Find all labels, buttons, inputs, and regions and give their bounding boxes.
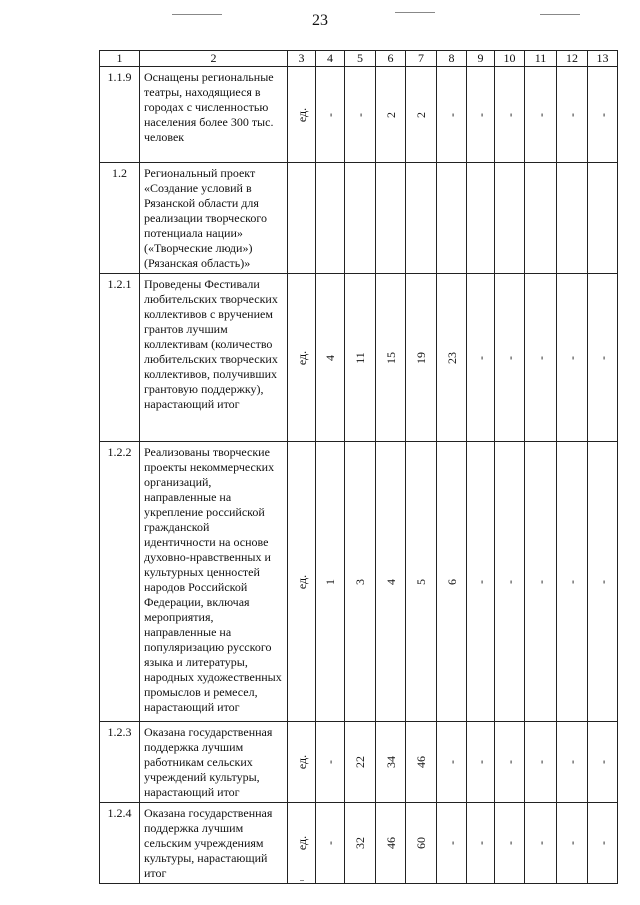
value-text: - <box>502 579 517 584</box>
value-cell <box>467 163 495 274</box>
value-cell <box>495 442 525 722</box>
value-cell <box>495 163 525 274</box>
value-text: - <box>533 112 548 117</box>
value-cell <box>376 722 406 803</box>
value-cell <box>406 274 437 442</box>
value-text: - <box>323 760 337 764</box>
value-text: - <box>565 112 579 117</box>
value-text: - <box>533 355 548 360</box>
indicators-table <box>99 50 618 884</box>
value-text: - <box>502 355 517 360</box>
unit-cell <box>288 442 316 722</box>
table-row <box>100 274 618 442</box>
unit-cell <box>288 163 316 274</box>
row-number: 1.2.2 <box>100 442 140 722</box>
indicator-name: Реализованы творческие проекты некоммерческих организаций, направленные на укрепление российской гражданской идентичности на основе духовно-нравственных и культурных ценностей народов Российской Федерации, включая мероприятия, направленные на популяризацию русского языка и литературы, народных художественных промыслов и ремесел, нарастающий итог <box>140 442 288 722</box>
value-cell <box>588 67 618 163</box>
value-cell <box>406 803 437 884</box>
value-cell <box>345 442 376 722</box>
indicator-name: Оснащены региональные театры, находящиеся в городах с численностью населения более 300 тыс. человек <box>140 67 288 163</box>
unit-cell <box>288 722 316 803</box>
header-cell: 2 <box>140 51 288 67</box>
header-cell: 9 <box>467 51 495 67</box>
indicator-name: Проведены Фестивали любительских творческих коллективов с вручением грантов лучшим коллективам (количество любительских творческих коллективов, получивших грантовую поддержку), нарастающий итог <box>140 274 288 442</box>
row-number: 1.1.9 <box>100 67 140 163</box>
value-text: 60 <box>414 837 428 849</box>
value-cell <box>437 163 467 274</box>
value-text: - <box>595 841 610 845</box>
unit-label: ед. <box>294 107 309 122</box>
value-text: 15 <box>383 351 398 364</box>
value-cell <box>316 442 345 722</box>
value-text: 2 <box>414 111 428 118</box>
header-cell: 5 <box>345 51 376 67</box>
value-text: - <box>595 112 610 117</box>
value-cell <box>467 803 495 884</box>
value-cell <box>376 803 406 884</box>
value-text: - <box>353 112 367 117</box>
value-cell <box>557 274 588 442</box>
value-cell <box>557 163 588 274</box>
header-cell: 13 <box>588 51 618 67</box>
value-text: 11 <box>353 351 367 364</box>
value-cell <box>588 442 618 722</box>
value-cell <box>406 722 437 803</box>
value-cell <box>316 803 345 884</box>
value-cell <box>588 274 618 442</box>
value-cell <box>525 163 557 274</box>
value-cell <box>406 442 437 722</box>
header-cell: 1 <box>100 51 140 67</box>
value-cell <box>557 67 588 163</box>
value-cell <box>588 722 618 803</box>
value-text: - <box>444 112 459 117</box>
row-number: 1.2.4 <box>100 803 140 884</box>
header-cell: 8 <box>437 51 467 67</box>
header-cell: 4 <box>316 51 345 67</box>
value-text: 5 <box>414 578 428 585</box>
value-text: 46 <box>383 837 398 849</box>
unit-cell <box>288 803 316 884</box>
value-text: - <box>565 760 579 764</box>
value-text: - <box>533 841 548 845</box>
value-cell <box>467 274 495 442</box>
value-cell <box>467 722 495 803</box>
table-row <box>100 67 618 163</box>
value-text: - <box>565 355 579 360</box>
value-cell <box>345 67 376 163</box>
value-text: 2 <box>383 111 398 118</box>
value-cell <box>437 442 467 722</box>
header-cell: 6 <box>376 51 406 67</box>
indicator-name: Региональный проект «Создание условий в Рязанской области для реализации творческого потенциала нации» («Творческие люди») (Рязанская область)» <box>140 163 288 274</box>
value-text: 3 <box>353 578 367 585</box>
value-text: - <box>473 841 488 845</box>
value-text: - <box>595 760 610 764</box>
value-text: - <box>533 760 548 764</box>
unit-label: ед. <box>294 574 309 589</box>
value-text: - <box>444 841 459 845</box>
unit-cell <box>288 274 316 442</box>
value-cell <box>316 274 345 442</box>
value-cell <box>525 274 557 442</box>
value-text: 6 <box>444 578 459 585</box>
value-text: 4 <box>323 354 337 361</box>
value-cell <box>588 163 618 274</box>
header-cell: 11 <box>525 51 557 67</box>
header-cell: 12 <box>557 51 588 67</box>
value-cell <box>467 67 495 163</box>
value-cell <box>467 442 495 722</box>
value-cell <box>316 67 345 163</box>
value-text: - <box>473 112 488 117</box>
value-text: 19 <box>414 351 428 364</box>
value-cell <box>437 803 467 884</box>
value-cell <box>437 67 467 163</box>
unit-label: ед. <box>294 350 309 365</box>
value-text: - <box>565 841 579 845</box>
value-text: - <box>473 355 488 360</box>
header-row <box>100 51 618 67</box>
value-cell <box>316 722 345 803</box>
indicator-name: Оказана государственная поддержка лучшим сельским учреждениям культуры, нарастающий итог <box>140 803 288 884</box>
value-cell <box>525 67 557 163</box>
unit-label: ед. <box>294 835 309 851</box>
value-cell <box>406 163 437 274</box>
unit-label: ед. <box>294 754 309 770</box>
value-text: - <box>323 841 337 845</box>
row-number: 1.2.1 <box>100 274 140 442</box>
value-cell <box>376 274 406 442</box>
indicator-name: Оказана государственная поддержка лучшим работникам сельских учреждений культуры, нарастающий итог <box>140 722 288 803</box>
value-cell <box>406 67 437 163</box>
value-cell <box>345 274 376 442</box>
page-number: 23 <box>312 12 328 29</box>
value-text: - <box>502 112 517 117</box>
value-text: 22 <box>353 756 367 768</box>
value-cell <box>495 722 525 803</box>
header-cell: 7 <box>406 51 437 67</box>
value-text: 34 <box>383 756 398 768</box>
value-cell <box>525 442 557 722</box>
value-cell <box>437 722 467 803</box>
value-cell <box>345 803 376 884</box>
value-text: 32 <box>353 837 367 849</box>
value-cell <box>525 722 557 803</box>
value-text: - <box>444 760 459 764</box>
value-cell <box>345 163 376 274</box>
value-text: - <box>473 579 488 584</box>
value-cell <box>437 274 467 442</box>
value-text: 4 <box>383 578 398 585</box>
value-cell <box>557 803 588 884</box>
table-row <box>100 803 618 884</box>
unit-cell <box>288 67 316 163</box>
value-text: - <box>502 841 517 845</box>
scan-speck <box>172 14 222 15</box>
value-cell <box>557 442 588 722</box>
value-cell <box>495 803 525 884</box>
value-cell <box>525 803 557 884</box>
value-text: - <box>595 355 610 360</box>
value-cell <box>316 163 345 274</box>
value-cell <box>557 722 588 803</box>
row-number: 1.2 <box>100 163 140 274</box>
value-text: - <box>502 760 517 764</box>
value-cell <box>376 442 406 722</box>
row-number: 1.2.3 <box>100 722 140 803</box>
value-cell <box>345 722 376 803</box>
value-text: - <box>565 579 579 584</box>
header-cell: 3 <box>288 51 316 67</box>
table-row <box>100 722 618 803</box>
value-cell <box>376 67 406 163</box>
value-text: 46 <box>414 756 428 768</box>
value-text: 23 <box>444 351 459 364</box>
value-text: 1 <box>323 578 337 585</box>
scan-speck <box>395 12 435 13</box>
value-cell <box>376 163 406 274</box>
value-text: - <box>533 579 548 584</box>
value-text: - <box>473 760 488 764</box>
value-cell <box>495 67 525 163</box>
table-row <box>100 163 618 274</box>
value-cell <box>588 803 618 884</box>
value-text: - <box>323 112 337 117</box>
value-text: - <box>595 579 610 584</box>
value-cell <box>495 274 525 442</box>
header-cell: 10 <box>495 51 525 67</box>
scan-speck <box>540 14 580 15</box>
table-row <box>100 442 618 722</box>
